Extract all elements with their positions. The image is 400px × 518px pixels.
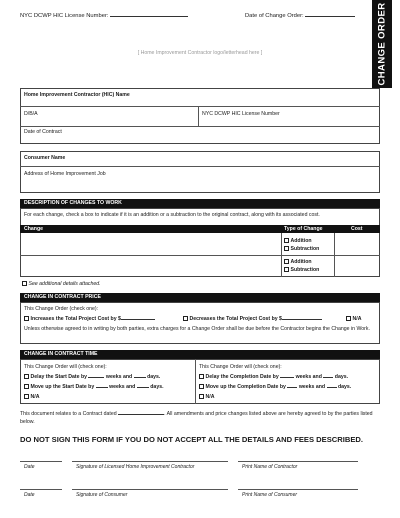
sig1-print-label: Print Name of Contractor [242,464,298,470]
move-completion-days[interactable] [327,387,337,388]
time-right-check-label: This Change Order will (check one): [199,364,282,370]
move-start-label: Move up the Start Date by [30,384,95,391]
delay-completion-days-label: days. [334,374,349,381]
delay-completion-weeks-and: weeks and [295,374,322,381]
contractor-name-label: Home Improvement Contractor (HIC) Name [24,92,130,98]
delay-start-checkbox[interactable] [24,374,29,379]
move-completion-days-label: days. [337,384,352,391]
logo-placeholder: [ Home Improvement Contractor logo/letterhead here ] [137,50,263,56]
move-completion-weeks-and: weeks and [298,384,326,391]
delay-start-days[interactable] [134,377,146,378]
price-check-label: This Change Order (check one): [24,306,99,312]
delay-completion-days[interactable] [323,377,333,378]
price-decrease-checkbox[interactable] [183,316,188,321]
row1-subtraction-label: Subtraction [290,246,320,253]
row2-addition-label: Addition [290,259,312,266]
contract-relation-text [20,411,380,426]
move-start-days[interactable] [137,387,149,388]
changes-header-row [20,225,380,233]
delay-completion-option[interactable] [199,374,348,380]
move-start-weeks-and: weeks and [109,384,136,391]
move-completion-option[interactable] [199,384,351,390]
price-note: Unless otherwise agreed to in writing by both parties, extra charges for a Change Order shall be due before the Contractor begins the Change in Work. [24,326,370,332]
time-vdivider [195,359,196,404]
move-start-weeks[interactable] [96,387,108,388]
price-increase-label: Increases the Total Project Cost by $ [30,316,121,323]
change-order-date-header [245,13,355,20]
changes-table [20,208,380,277]
sig2-print-label: Print Name of Consumer [242,492,298,498]
move-start-option[interactable] [24,384,164,390]
license-number-label: NYC DCWP HIC License Number: [20,13,109,19]
contractor-license-label: NYC DCWP HIC License Number [202,111,280,117]
row1-subtraction-option[interactable] [284,246,319,252]
contractor-divider-2 [20,126,380,127]
sig1-print-line[interactable] [238,461,358,462]
relates-text-b: . All amendments and price changes listed above are hereby agreed to by the parties listed below. [20,411,373,425]
additional-details-option[interactable] [22,281,101,287]
relates-text-a: This document relates to a Contract dated [20,411,117,417]
sig2-date-line[interactable] [20,489,62,490]
contract-date-label: Date of Contract [24,129,62,135]
row1-addition-option[interactable] [284,238,312,244]
delay-start-label: Delay the Start Date by [30,374,88,381]
change-order-date-label: Date of Change Order: [245,13,304,19]
delay-completion-checkbox[interactable] [199,374,204,379]
delay-start-weeks-and: weeks and [105,374,133,381]
license-number-header [20,13,188,20]
price-na-option[interactable] [346,316,361,322]
price-section-bar: CHANGE IN CONTRACT PRICE [20,293,380,302]
move-completion-checkbox[interactable] [199,384,204,389]
price-increase-amount[interactable] [121,319,155,320]
sig1-sign-line[interactable] [72,461,228,462]
change-order-side-tab [372,0,392,88]
delay-start-option[interactable] [24,374,160,380]
changes-row-divider [20,255,380,256]
delay-start-days-label: days. [147,374,161,381]
row2-addition-checkbox[interactable] [284,259,289,264]
row2-subtraction-checkbox[interactable] [284,267,289,272]
price-na-checkbox[interactable] [346,316,351,321]
time-left-na-label: N/A [30,394,40,401]
price-increase-checkbox[interactable] [24,316,29,321]
col-change-header: Change [24,226,44,232]
move-start-days-label: days. [150,384,164,391]
time-left-check-label: This Change Order will (check one): [24,364,107,370]
sig2-date-label: Date [24,492,35,498]
sig2-print-line[interactable] [238,489,358,490]
job-address-label: Address of Home Improvement Job [24,171,106,177]
change-order-date-line[interactable] [305,16,355,17]
additional-details-label: See additional details attached. [28,281,101,288]
delay-completion-label: Delay the Completion Date by [205,374,279,381]
row1-addition-label: Addition [290,238,312,245]
contract-date-blank[interactable] [118,414,164,415]
contractor-vdivider [198,106,199,126]
side-tab-title: CHANGE ORDER [376,2,388,86]
sign-warning: DO NOT SIGN THIS FORM IF YOU DO NOT ACCEPT ALL THE DETAILS AND FEES DESCRIBED. [20,435,363,444]
sig1-sign-label: Signature of Licensed Home Improvement Contractor [76,464,195,470]
sig1-date-label: Date [24,464,35,470]
col-type-header: Type of Change [284,226,323,232]
sig1-date-line[interactable] [20,461,62,462]
price-increase-option[interactable] [24,316,155,322]
col-cost-header: Cost [351,226,363,232]
consumer-name-label: Consumer Name [24,155,66,161]
delay-start-weeks[interactable] [88,377,104,378]
row2-subtraction-label: Subtraction [290,267,320,274]
price-decrease-option[interactable] [183,316,322,322]
price-na-label: N/A [352,316,362,323]
time-left-na-checkbox[interactable] [24,394,29,399]
row2-subtraction-option[interactable] [284,267,319,273]
changes-section-bar: DESCRIPTION OF CHANGES TO WORK [20,199,380,208]
row1-addition-checkbox[interactable] [284,238,289,243]
license-number-line[interactable] [110,16,188,17]
price-decrease-amount[interactable] [282,319,322,320]
additional-details-checkbox[interactable] [22,281,27,286]
time-right-na-label: N/A [205,394,215,401]
dba-label: D/B/A [24,111,38,117]
delay-completion-weeks[interactable] [280,377,294,378]
time-left-na-option[interactable] [24,394,39,400]
changes-instructions: For each change, check a box to indicate if it is an addition or a subtraction to the original contract, along with its associated cost. [24,212,320,218]
move-start-checkbox[interactable] [24,384,29,389]
time-right-na-option[interactable] [199,394,214,400]
consumer-divider [20,166,380,167]
sig2-sign-label: Signature of Consumer [76,492,128,498]
price-decrease-label: Decreases the Total Project Cost by $ [189,316,282,323]
sig2-sign-line[interactable] [72,489,228,490]
row2-addition-option[interactable] [284,259,312,265]
time-right-na-checkbox[interactable] [199,394,204,399]
time-section-bar: CHANGE IN CONTRACT TIME [20,350,380,359]
contractor-divider-1 [20,106,380,107]
move-completion-label: Move up the Completion Date by [205,384,286,391]
row1-subtraction-checkbox[interactable] [284,246,289,251]
move-completion-weeks[interactable] [287,387,297,388]
